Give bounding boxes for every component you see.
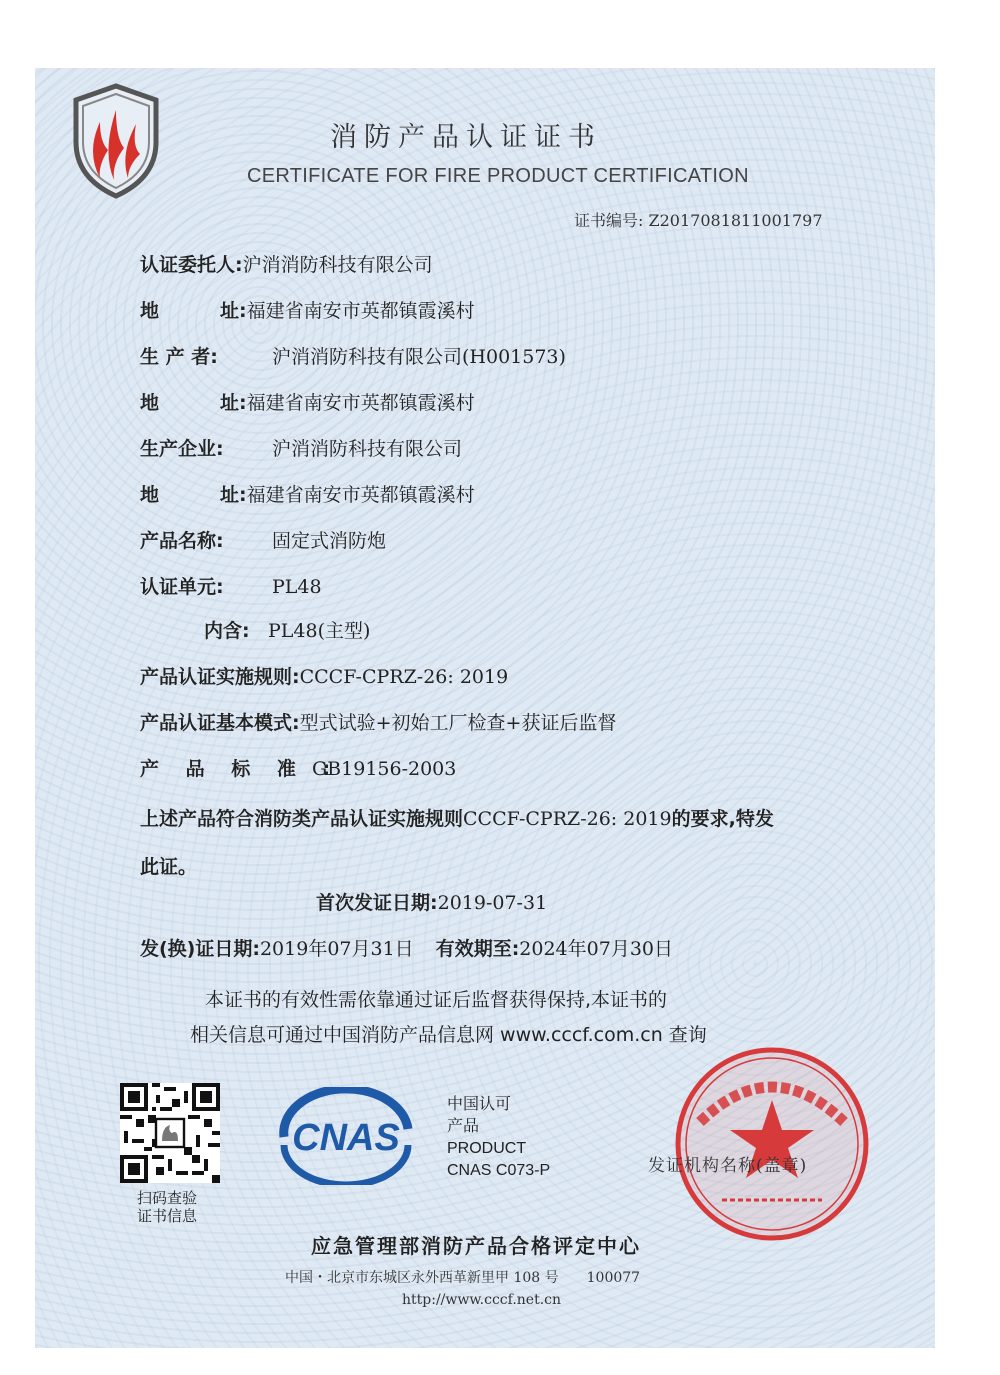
qr-caption (137, 1189, 197, 1225)
conformity-part1: 上述产品符合消防类产品认证实施规则 (140, 808, 464, 830)
row-producer-address (140, 388, 475, 415)
row-client (140, 250, 433, 277)
mode-value: 型式试验+初始工厂检查+获证后监督 (299, 712, 617, 734)
organization-address (285, 1267, 640, 1287)
valid-until-label: 有效期至: (435, 938, 520, 960)
row-contains (204, 616, 370, 643)
producer-value: 沪消消防科技有限公司(H001573) (272, 346, 566, 368)
address-label-a: 地 (140, 484, 160, 506)
issue-date-value: 2019年07月31日 (259, 938, 414, 960)
factory-label: 生产企业: (140, 438, 224, 460)
title-cn: 消防产品认证证书 (330, 122, 602, 153)
qr-code (120, 1083, 220, 1183)
product-label: 产品名称: (140, 530, 224, 552)
conformity-part2: 的要求,特发 (671, 808, 774, 830)
row-client-address (140, 296, 475, 323)
issuer-label: 发证机构名称(盖章) (648, 1156, 808, 1176)
row-product-name (140, 526, 386, 553)
conformity-part3: 此证。 (140, 856, 198, 878)
row-factory-address (140, 480, 475, 507)
address-label-b: 址: (220, 300, 247, 322)
cert-number-label: 证书编号: (574, 211, 644, 230)
cert-number (574, 208, 823, 231)
website-url: http://www.cccf.net.cn (402, 1292, 562, 1308)
row-rules (140, 662, 508, 689)
cnas-line-2: 产品 (447, 1118, 480, 1135)
cnas-accreditation-text (447, 1094, 550, 1182)
cert-number-value: Z2017081811001797 (648, 211, 823, 230)
client-value: 沪消消防科技有限公司 (242, 254, 433, 276)
row-first-issue (316, 888, 547, 915)
standard-value: GB19156-2003 (312, 758, 457, 780)
issuing-organization: 应急管理部消防产品合格评定中心 (311, 1234, 641, 1258)
conformity-statement (140, 795, 840, 891)
rules-value: CCCF-CPRZ-26: 2019 (299, 666, 509, 688)
issue-date-label: 发(换)证日期: (140, 938, 260, 960)
factory-address-value: 福建省南安市英都镇霞溪村 (246, 484, 475, 506)
first-issue-value: 2019-07-31 (437, 892, 548, 914)
producer-address-value: 福建省南安市英都镇霞溪村 (246, 392, 475, 414)
product-value: 固定式消防炮 (272, 530, 387, 552)
row-mode (140, 708, 616, 735)
unit-label: 认证单元: (140, 576, 224, 598)
official-seal (670, 1042, 874, 1246)
qr-caption-line-1: 扫码查验 (137, 1189, 198, 1207)
cnas-line-1: 中国认可 (447, 1096, 512, 1113)
postcode: 100077 (586, 1270, 641, 1286)
address-label-b: 址: (220, 392, 247, 414)
factory-value: 沪消消防科技有限公司 (272, 438, 463, 460)
fire-emblem-logo (70, 82, 162, 200)
standard-label: 产 品 标 准 : (140, 758, 341, 780)
address-label-a: 地 (140, 392, 160, 414)
rules-label: 产品认证实施规则: (140, 666, 300, 688)
address-label-b: 址: (220, 484, 247, 506)
row-producer (140, 342, 566, 369)
address-label-a: 地 (140, 300, 160, 322)
producer-label: 生 产 者: (140, 346, 218, 368)
cnas-logo-text: CNAS (292, 1117, 400, 1159)
qr-caption-line-2: 证书信息 (137, 1207, 198, 1225)
cnas-logo (270, 1087, 422, 1185)
row-unit (140, 572, 322, 599)
first-issue-label: 首次发证日期: (316, 892, 438, 914)
contains-label: 内含: (204, 620, 250, 642)
client-label: 认证委托人: (140, 254, 243, 276)
valid-until-value: 2024年07月30日 (519, 938, 674, 960)
unit-value: PL48 (272, 576, 322, 598)
contains-value: PL48(主型) (268, 620, 371, 642)
notice-line-1: 本证书的有效性需依靠通过证后监督获得保持,本证书的 (205, 989, 668, 1011)
client-address-value: 福建省南安市英都镇霞溪村 (246, 300, 475, 322)
row-issue-dates (140, 934, 673, 961)
title-en: CERTIFICATE FOR FIRE PRODUCT CERTIFICATION (247, 165, 749, 187)
notice-line-2: 相关信息可通过中国消防产品信息网 www.cccf.com.cn 查询 (190, 1024, 707, 1046)
address-text: 中国・北京市东城区永外西革新里甲 108 号 (285, 1270, 559, 1286)
mode-label: 产品认证基本模式: (140, 712, 300, 734)
row-factory (140, 434, 462, 461)
row-standard (140, 754, 456, 781)
cnas-line-4: CNAS C073-P (447, 1162, 551, 1179)
cnas-line-3: PRODUCT (447, 1140, 527, 1157)
conformity-rule: CCCF-CPRZ-26: 2019 (463, 808, 672, 830)
